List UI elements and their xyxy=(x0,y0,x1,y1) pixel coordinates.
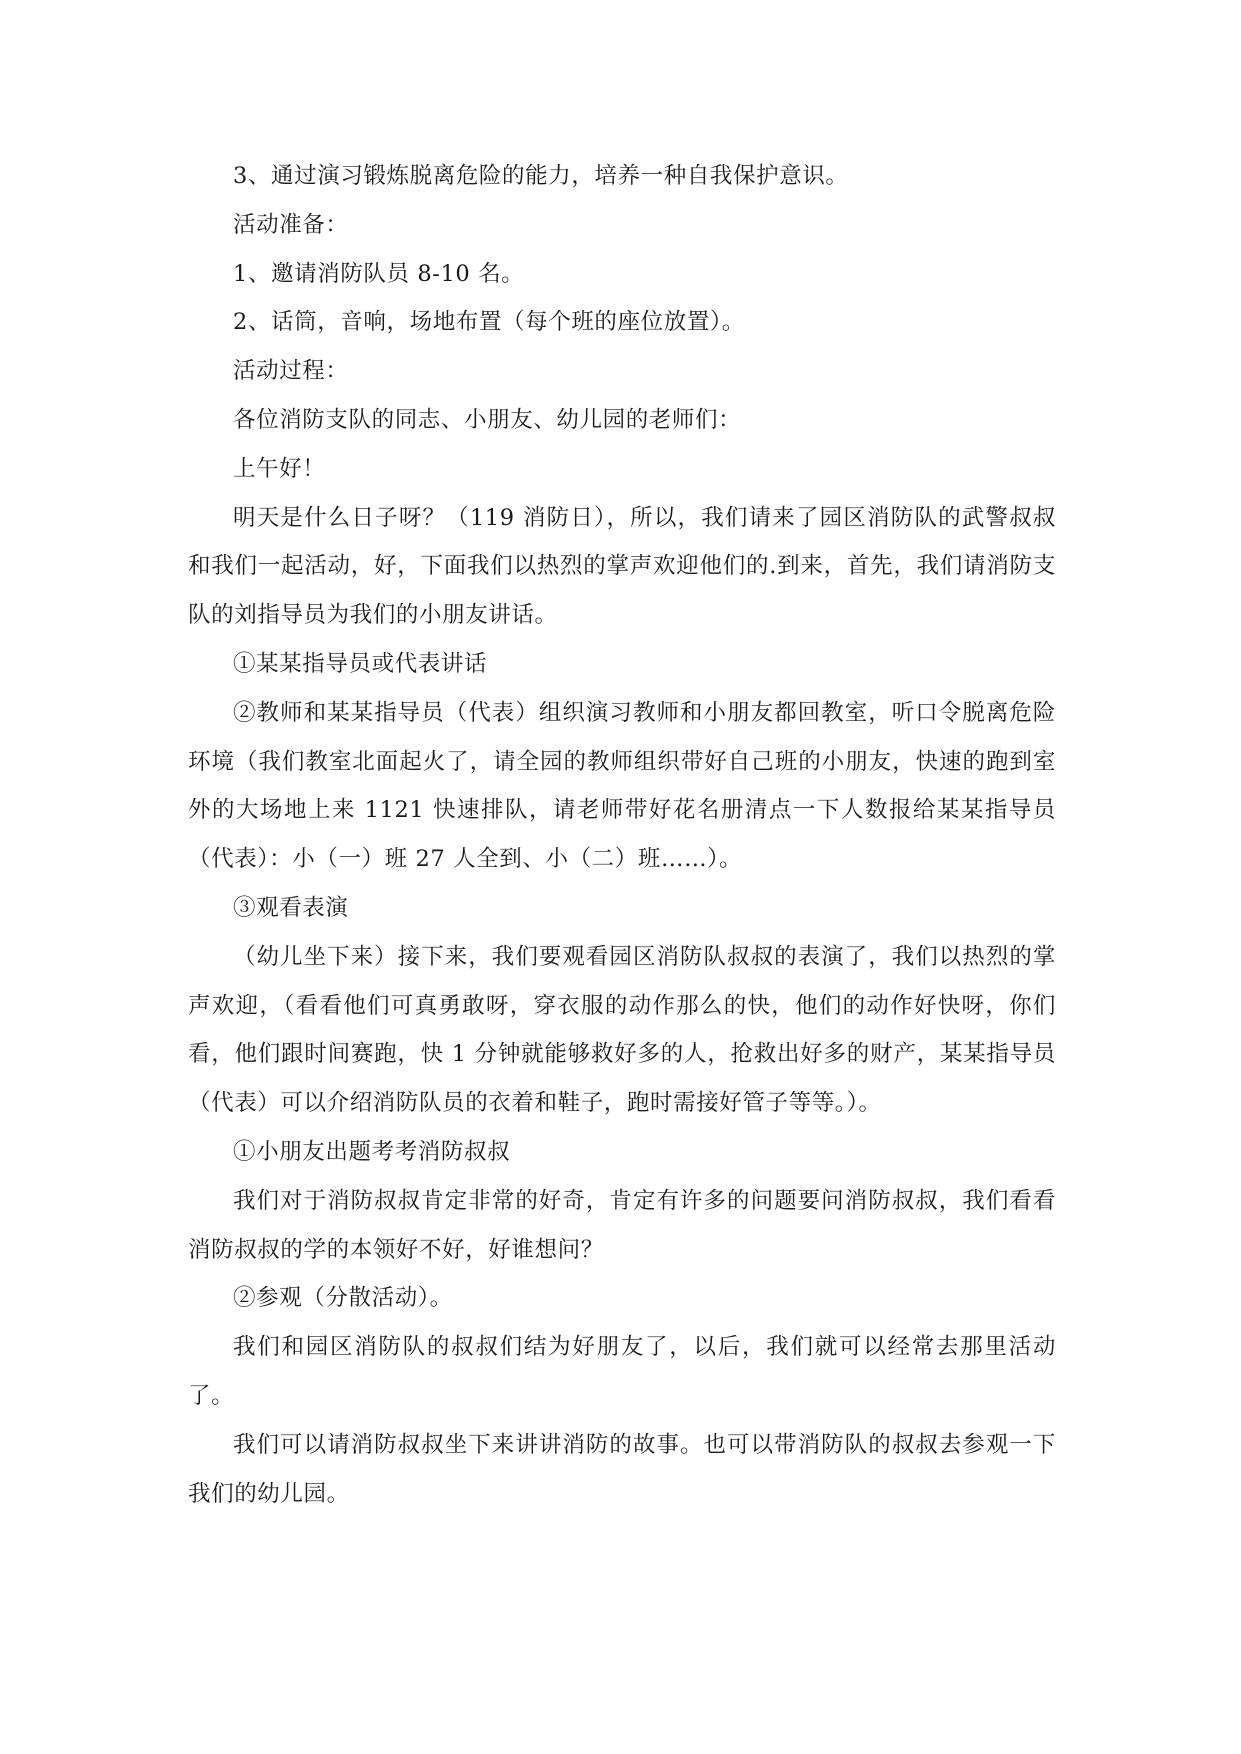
paragraph-step-quiz: ①小朋友出题考考消防叔叔 xyxy=(233,1138,511,1165)
paragraph-prep-2: 2、话筒，音响，场地布置（每个班的座位放置）。 xyxy=(233,309,745,336)
paragraph-prep-1: 1、邀请消防队员 8-10 名。 xyxy=(233,260,525,287)
paragraph-story: 我们可以请消防叔叔坐下来讲讲消防的故事。也可以带消防队的叔叔去参观一下我们的幼儿园。 xyxy=(188,1431,1056,1507)
paragraph-friends: 我们和园区消防队的叔叔们结为好朋友了，以后，我们就可以经常去那里活动了。 xyxy=(188,1334,1056,1409)
document-page xyxy=(188,152,1056,1518)
paragraph-step-show: ③观看表演 xyxy=(233,894,349,921)
paragraph-intro: 明天是什么日子呀？（119 消防日），所以，我们请来了园区消防队的武警叔叔和我们一起活动，好，下面我们以热烈的掌声欢迎他们的.到来，首先，我们请消防支队的刘指导员为我们的小朋友讲话。 xyxy=(188,504,1056,629)
paragraph-goal-3: 3、通过演习锻炼脱离危险的能力，培养一种自我保护意识。 xyxy=(233,163,849,189)
paragraph-greeting: 各位消防支队的同志、小朋友、幼儿园的老师们： xyxy=(233,406,742,433)
paragraph-step-drill: ②教师和某某指导员（代表）组织演习教师和小朋友都回教室，听口令脱离危险环境（我们教室北面起火了，请全园的教师组织带好自己班的小朋友，快速的跑到室外的大场地上来 1121 快速排队，请老师带好花名册清点一下人数报给某某指导员（代表）：小（一）班 27 人全到、小（二）班……）。 xyxy=(188,699,1056,873)
paragraph-step-visit: ②参观（分散活动）。 xyxy=(233,1285,453,1312)
heading-preparation: 活动准备： xyxy=(233,211,349,238)
paragraph-good-morning: 上午好！ xyxy=(233,455,326,482)
paragraph-show-detail: （幼儿坐下来）接下来，我们要观看园区消防队叔叔的表演了，我们以热烈的掌声欢迎，（看看他们可真勇敢呀，穿衣服的动作那么的快，他们的动作好快呀，你们看，他们跟时间赛跑，快 1 分钟就能够救好多的人，抢救出好多的财产，某某指导员（代表）可以介绍消防队员的衣着和鞋子，跑时需接好管子等等。）。 xyxy=(188,943,1056,1117)
paragraph-quiz-detail: 我们对于消防叔叔肯定非常的好奇，肯定有许多的问题要问消防叔叔，我们看看消防叔叔的学的本领好不好，好谁想问？ xyxy=(188,1187,1056,1263)
heading-process: 活动过程： xyxy=(233,358,349,385)
paragraph-step-speech: ①某某指导员或代表讲话 xyxy=(233,650,488,677)
